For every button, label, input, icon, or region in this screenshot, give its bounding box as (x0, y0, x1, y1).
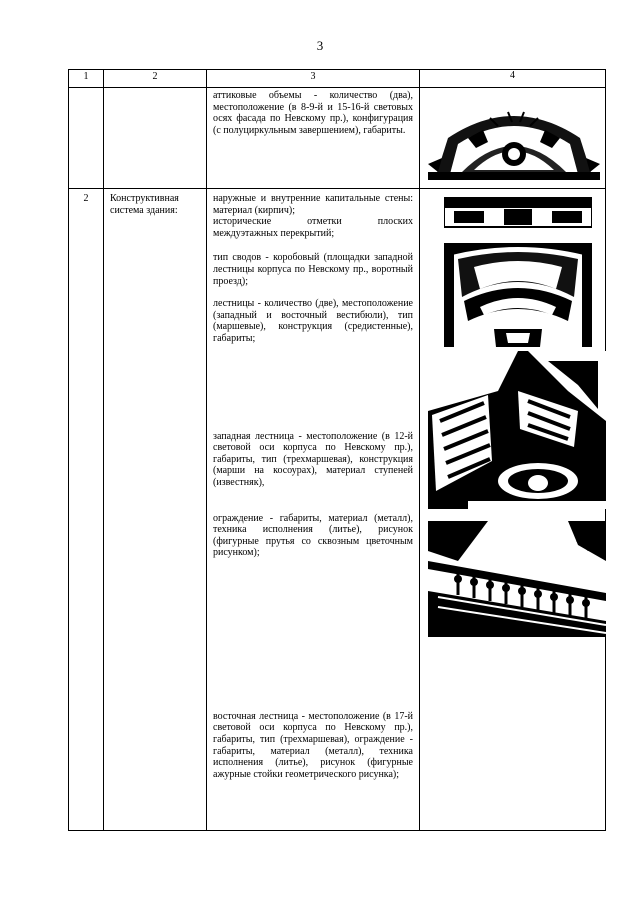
page-number: 3 (316, 38, 324, 53)
row-number (69, 88, 104, 189)
description-paragraph: лестницы - количество (две), местоположение (западный и восточный вестибюли), тип (маршевые), конструкция (средистенные), габариты; (213, 298, 413, 344)
column-header-2: 2 (104, 70, 207, 88)
table-row (69, 88, 606, 189)
column-header-3: 3 (207, 70, 420, 88)
row-name (104, 88, 207, 189)
row-photos (420, 88, 606, 189)
row-name: Конструктивная система здания: (104, 189, 207, 831)
table-row (69, 189, 606, 831)
description-paragraph: тип сводов - коробовый (площадки западной лестницы корпуса по Невскому пр., воротный проезд); (213, 252, 413, 287)
staircase-well-photo (428, 351, 606, 509)
row-photos (420, 189, 606, 831)
row-description (207, 88, 420, 189)
description-paragraph: восточная лестница - местоположение (в 17-й световой оси корпуса по Невскому пр.), габариты, тип (трехмаршевая), ограждение - габариты, материал (металл), техника исполнения (литье), рисунок (фигурные ажурные стойки геометрического рисунка); (213, 710, 413, 780)
description-paragraph: ограждение - габариты, материал (металл), техника исполнения (литье), рисунок (фигурные прутья со сквозным цветочным рисунком); (213, 512, 413, 559)
description-paragraph: исторические отметки плоских междуэтажных перекрытий; (213, 216, 413, 239)
row-number: 2 (69, 189, 104, 831)
column-header-1: 1 (69, 70, 104, 88)
description-paragraph: аттиковые объемы - количество (два), местоположение (в 8-9-й и 15-16-й световых осях фасада по Невскому пр.), конфигурация (с полуциркульным завершением), габариты. (213, 90, 413, 136)
description-paragraph: наружные и внутренние капитальные стены: материал (кирпич); (213, 193, 413, 216)
description-paragraph: западная лестница - местоположение (в 12-й световой оси корпуса по Невскому пр.), габариты, тип (трехмаршевая), конструкция (марши на косоурах), материал ступеней (известняк), (213, 430, 413, 488)
attic-pediment-photo (428, 98, 600, 180)
column-header-4: 4 (420, 70, 606, 88)
row-description (207, 189, 420, 831)
staircase-railing-photo (428, 521, 606, 637)
vaulted-ceiling-photo (444, 197, 592, 347)
table-header-row (69, 70, 606, 88)
architecture-table (68, 69, 606, 831)
